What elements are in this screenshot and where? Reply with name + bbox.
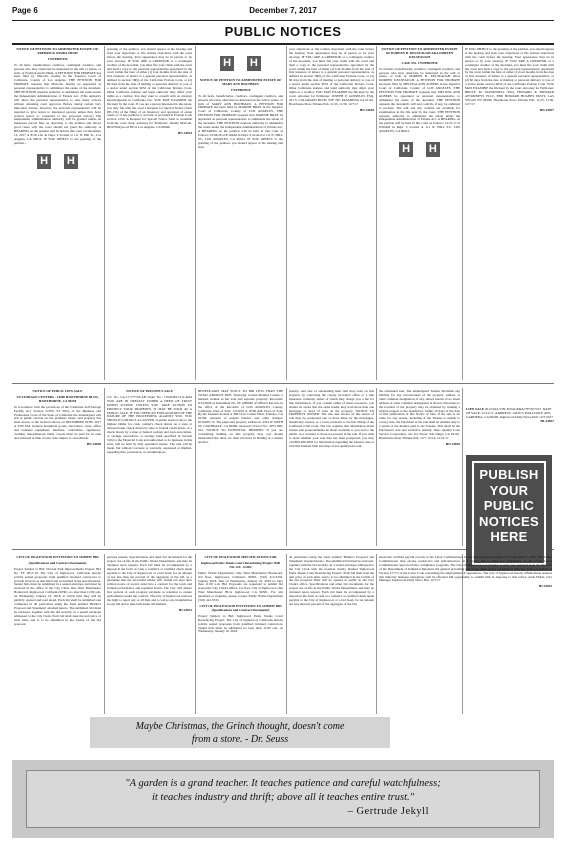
row-divider: [12, 383, 554, 384]
notice-title: NOTICE OF PETITION TO ADMINISTER ESTATE OF: FREDRICK ANDRA HUSH: [16, 48, 99, 55]
column-divider: [376, 46, 377, 380]
quote-line: it teaches industry and thrift; above all it teaches entire trust.": [151, 792, 415, 803]
quote-line: "A garden is a grand teacher. It teaches patience and careful watchfulness;: [125, 778, 441, 789]
notice-title: NOTICE OF PUBLIC LIEN SALE: [32, 390, 83, 393]
column-divider: [462, 388, 463, 546]
notice-id: HN-24823: [177, 131, 192, 136]
notice-id: HN-24828: [86, 441, 101, 446]
quote-frame: [26, 770, 540, 828]
notice-body: 2015 KIA VIN: KNAGM4A77F5557107. DATE OF SALE: 12/21/17. ADDRESS: 14330 S. HALLDALE AVE, GARDENA, CA 90249. Inglewood Daily News Pub: 12/7/2017: [466, 407, 553, 419]
notice-lien-sale: [14, 390, 101, 545]
column-divider: [462, 46, 463, 380]
case-number: 17STPB07419: [47, 56, 68, 61]
column-divider: [286, 46, 287, 380]
notice-body: To all heirs, beneficiaries, creditors, contingent creditors, and persons who may otherwise be interested in the will or estate, or both, of Fredrick Andra Hush. A PETITION FOR PROBATE has been filed by Malcom, Jeremy in the Superior Court of California, County of Los Angeles. THE PETITION FOR PROBATE requests that Malcom, Jeremy be appointed as personal representative to administer the estate of the decedent. THE PETITION requests authority to administer the estate under the Independent Administration of Estates Act. (This authority will allow the personal representative to take many actions without obtaining court approval. Before taking certain very important actions, however, the personal representative will be required to give notice to interested persons unless they have waived notice or consented to the proposed action.) The independent administration authority will be granted unless an interested person files an objection to the petition and shows good cause why the court should not grant the authority. A HEARING on the petition will be held in this court on December 13, 2017 at 8:30 a.m. in Dept. 9 located at 111 N. Hill St., Los Angeles, CA 90012. IF YOU OBJECT to the granting of the petition...: [14, 62, 101, 145]
publish-notices-ad[interactable]: [466, 455, 552, 571]
column-divider: [376, 388, 377, 546]
notice-body: granting of the petition, you should appear at the hearing and state your objections or file written objections with the court before the hearing. Your appearance may be in person or by your attorney. IF YOU ARE A CREDITOR or a contingent creditor of the decedent, you must file your claim with the court and mail a copy to the personal representative appointed by the court within the later of either (1) four months from the date of first issuance of letters to a general personal representative, as defined in section 58(b) of the California Probate Code, or (2) 60 days from the date of mailing or personal delivery to you of a notice under section 9052 of the California Probate Code. Other California statutes and legal authority may affect your rights as a creditor. You may want to consult with an attorney knowledgeable in California law. YOU MAY EXAMINE the file kept by the court. If you are a person interested in the estate, you may file with the court a Request for Special Notice (form DE-154) of the filing of an inventory and appraisal of estate assets or of any petition or account as provided in Probate Code section 1250. A Request for Special Notice form is available from the court clerk. Attorney for Petitioner: Jeremy Malcom, 8910 Hollywood Blvd, Los Angeles, CA 90046.: [107, 48, 192, 130]
notice-id: HN-24827: [539, 107, 554, 112]
issue-date: December 7, 2017: [249, 6, 317, 15]
notice-hush-part2: [107, 48, 192, 378]
notice-title: NOTICE OF TRUSTEE'S SALE: [126, 390, 173, 393]
notice-vincent-park-part1: [14, 556, 101, 712]
h-logo-icon: H: [37, 154, 51, 169]
column-divider: [286, 388, 287, 546]
jekyll-quote-banner: [12, 760, 554, 838]
notice-body: priority, and size of outstanding liens that may exist on this property by contacting the county recorder's office or a title insurance company, either of which may charge you a fee for this information. If you consult either of these resources, you should be aware that the same lender may hold more than one mortgage or deed of trust on the property. NOTICE TO PROPERTY OWNER: The sale date shown on this notice of sale may be postponed one or more times by the mortgagee, beneficiary, trustee, or a court, pursuant to Section 2924g of the California Civil Code. The law requires that information about trustee sale postponements be made available to you and to the public, as a courtesy to those not present at the sale. If you wish to learn whether your sale date has been postponed, you may call 800-280-2832 for information regarding the trustee's sale or visit this Internet Web site http://www.qualityloan.com.: [289, 390, 374, 448]
notice-hochman-part1: [198, 48, 283, 378]
notice-subtitle: CITY OF INGLEWOOD INVITATION TO SUBMIT BID (Specifications and Contract Documents): [199, 603, 282, 612]
column-divider: [104, 554, 105, 714]
notice-kelseaugh-part2: [465, 48, 554, 378]
notice-title: NOTICE OF PETITION TO ADMINISTER ESTATE OF DOREEN B. KELSEAUGH AKA DOREEN KELSEAUGH: [381, 48, 458, 59]
notice-id: HI-24831: [178, 607, 192, 612]
notice-id: HN-24829: [445, 441, 460, 446]
notice-body: the scheduled sale. The undersigned Trustee disclaims any liability for any incorrectness of the property address or other common designation, if any, shown herein. If no street address or other common designation is shown, directions to the location of the property may be obtained by sending a written request to the beneficiary within 10 days of the date of first publication of this Notice of Sale. If the sale is set aside for any reason, including if the Trustee is unable to convey title, the Purchaser at the sale shall be entitled only to a return of the monies paid to the Trustee. This shall be the Purchaser's sole and exclusive remedy. Date: Quality Loan Service Corporation, 411 Ivy Street, San Diego, CA 92101. Hawthorne Press Tribune Pub. 12/7, 12/14, 12/21/17: [379, 390, 460, 440]
notice-kelseaugh-part1: [379, 48, 460, 378]
notice-hush-part1: [14, 48, 101, 378]
h-icon-row: [198, 52, 283, 75]
column-divider: [286, 554, 287, 714]
seuss-quote-box: [90, 717, 390, 748]
notice-body: your objections or file written objections with the court before the hearing. Your appearance may be in person or by your attorney. IF YOU ARE A CREDITOR or a contingent creditor of the decedent, you must file your claim with the court and mail a copy to the personal representative appointed by the court within the later of either (1) four months from the date of first issuance of letters to a general personal representative, as defined in section 58(b) of the California Probate Code, or (2) 60 days from the date of mailing or personal delivery to you of a notice under section 9052 of the California Probate Code. Other California statutes and legal authority may affect your rights as a creditor. YOU MAY EXAMINE the file kept by the court. Attorney for Petitioner: JOSEPH P. GOSSELIN, ESQ. 201 S. COLORADO BLVD. STE 700, PASADENA CA 91101. Hawthorne Press Tribune Pub. 11/23, 11/30, 12/7/17: [289, 48, 374, 106]
notice-tennis-court-part2: [289, 556, 374, 712]
ad-line: NOTICES: [479, 513, 539, 529]
h-icon-row: [379, 138, 460, 161]
notice-trustee-sale-part1: [107, 390, 192, 545]
notice-body: Public Works Department, One West Manchester Boulevard, 3rd floor, Inglewood, California 90301. (310) 412-5333. January 2018. Due on Wednesday, January 10, 2018 no later than 11:00 a.m. Bid Proposals are requested to submit bid proposals: City Clerk's Office, 1st floor, City of Inglewood, One West Manchester Blvd, Inglewood, CA 90301. For any questions or inquiries, please contact Public Works Department (310) 412-5333.: [198, 570, 283, 603]
column-divider: [104, 46, 105, 380]
notice-body: IF YOU OBJECT to the granting of the petition, you should appear at the hearing and state your objections or file written objections with the court before the hearing. Your appearance may be in person or by your attorney. IF YOU ARE A CREDITOR or a contingent creditor of the decedent, you must file your claim with the court and mail a copy to the personal representative appointed by the court within the later of either (1) four months from the date of first issuance of letters to a general personal representative, or (2) 60 days from the date of mailing or personal delivery to you of a notice under section 9052 of the California Probate Code. YOU MAY EXAMINE the file kept by the court. Attorney for Petitioner: BRUCE M. McDONNELL ESQ, HOWARD & HOWARD ATTORNEYS PLLC, 3800 HOWARD HUGHES PKWY, LAS VEGAS NV 89169. Hawthorne Press Tribune Pub. 11/23, 11/30, 12/7/17: [465, 48, 554, 106]
column-divider: [195, 554, 196, 714]
notice-title: CITY OF INGLEWOOD INVITATION TO SUBMIT BID: [16, 556, 99, 559]
notice-id: HI-24832: [538, 584, 552, 589]
notice-trustee-sale-part4: [379, 390, 460, 545]
notice-body: persons present. Specifications and other bid documents for the project are on file in the Public Works Department, and may be obtained upon request. Each bid must be accompanied by a deposit in the form of cash, a cashier's or certified check made payable to the City of Inglewood, or a bid bond, for an amount of not less than ten percent of the aggregate of the bid, as a guarantee that the successful bidder will, within ten days after written notice of award, enter into a contract for the work and furnish performance and payment bonds. The City will deduct five percent of each progress payment as retention to ensure performance under the contract. The City of Inglewood reserves the right to reject any or all bids and to waive any irregularities in any bid and to take bids under advisement.: [107, 556, 192, 606]
h-logo-icon: H: [426, 142, 440, 157]
ad-line: PUBLIC: [483, 498, 535, 513]
notice-body: BENEFICIARY MAY ELECT TO BID LESS THAN THE TOTAL AMOUNT DUE. Trustor(s): Joanne Maddox Lassila, a married woman as her sole and separate property. Recorded: 6/12/2006 as Instrument No. 06 1289040 of Official Records in the office of the Recorder of LOS ANGELES County, California. Date of Sale: 1/3/2018 at 10:00 AM. Place of Sale: By the fountain located at 400 Civic Center Plaza, Pomona, CA 91766. Amount of unpaid balance and other charges: $519,867.15. The purported property address is: 4324 W 166TH ST, LAWNDALE, CA 90260. Assessor's Parcel No.: 4075-008-012. NOTICE TO POTENTIAL BIDDERS: If you are considering bidding on this property lien, you should understand that there are risks involved in bidding at a trustee auction.: [198, 390, 283, 444]
notice-body: To all heirs, beneficiaries, creditors, contingent creditors, and persons who may otherwise be interested in the will or estate, or both of DOREEN B. KELSEAUGH AKA DOREEN KELSEAUGH. A PETITION FOR PROBATE has been filed by MELISSA ANN ALBERS in the Superior Court of California, County of LOS ANGELES. THE PETITION FOR PROBATE requests that MELISSA ANN ALBERS be appointed as personal representative to administer the estate of the decedent. THE PETITION requests the decedent's will and codicils, if any, be admitted to probate. The will and any codicils are available for examination in the file kept by the court. THE PETITION requests authority to administer the estate under the Independent Administration of Estates Act. A HEARING on the petition will be held in this court as follows: 12/21/17 at 8:30AM in Dept. 5 located at 111 N. HILL ST., LOS ANGELES, CA 90012.: [379, 66, 460, 134]
ad-line: YOUR: [489, 482, 529, 498]
notice-subtitle: Inglewood Parks Tennis Court Resurfacing Project. BID NO. GE - 01402: [200, 560, 281, 569]
notice-hochman-part2: [289, 48, 374, 378]
notice-subtitle: (Specifications and Contract Documents): [28, 560, 87, 565]
notice-kia-lien-sale: [466, 407, 554, 423]
column-divider: [195, 46, 196, 380]
notice-title: LIEN SALE: [466, 407, 484, 411]
page-header: [12, 6, 554, 18]
column-divider: [195, 388, 196, 546]
h-logo-icon: H: [220, 56, 234, 71]
quote-line: Maybe Christmas, the Grinch thought, doesn't come: [135, 721, 345, 732]
notice-title: CITY OF INGLEWOOD SPECIFICATIONS FOR: [204, 556, 277, 559]
notice-id: HN-24818: [359, 107, 374, 112]
notice-trustee-sale-part3: [289, 390, 374, 545]
notice-body: T.S. No. CA-17-777718-AB Order No.: 170424813-CA-MAI YOU ARE IN DEFAULT UNDER A DEED OF TRUST DATED 6/2/2006. UNLESS YOU TAKE ACTION TO PROTECT YOUR PROPERTY, IT MAY BE SOLD AT A PUBLIC SALE. IF YOU NEED AN EXPLANATION OF THE NATURE OF THE PROCEEDING AGAINST YOU, YOU SHOULD CONTACT A LAWYER. A public auction sale to the highest bidder for cash, cashier's check drawn on a state or national bank, check drawn by state or federal credit union, or a check drawn by a state or federal savings and loan association, or savings association, or savings bank specified in Section 5102 to the Financial Code and authorized to do business in this state, will be held by duly appointed trustee. The sale will be made, but without covenant or warranty, expressed or implied, regarding title, possession, or encumbrances.: [107, 394, 192, 454]
ad-line: PUBLISH: [479, 467, 539, 482]
ad-line: HERE: [490, 529, 528, 544]
case-number: CASE NO. 17STPB07830: [401, 60, 438, 65]
notice-tennis-court-part1: [198, 556, 283, 712]
ad-frame: [472, 461, 546, 565]
notice-title: NOTICE OF PETITION TO ADMINISTER ESTATE OF MARY ANN HOCHMAN: [199, 78, 282, 86]
notice-body: In accordance with the provisions of the California Self-Storage Facility Act, Section 21700, ET SEQ. of the Business and Professions Code of the State of California the undersigned will sell at public auction on the premises where said property has been stored, at the location shown on DECEMBER 19TH, 2017 at 3:00 P.M. General household goods, electronics, tools, office and business equipment, furniture, collectibles, appliances, clothing, miscellaneous items. Goods must be paid for in cash and removed at time of sale. Sale subject to cancellation.: [14, 404, 101, 440]
page-number: Page 6: [12, 6, 38, 15]
column-divider: [104, 388, 105, 546]
notice-tennis-court-part3: [379, 556, 552, 712]
h-logo-icon: H: [64, 154, 78, 169]
notice-body: electronic certified payroll records to the Labor Commissioner for all new projects awarded on or after April 1, 2015. The Labor Commissioner may excuse contractors and subcontractors on a project that is under the jurisdiction of one of the Labor Commissioner approved labor compliance programs. The City of Inglewood, Los Angeles County, has obtained from the Director of the Department of Industrial Relations the general prevailing rate of per diem wages. Attention is directed to the provisions of Section 1777.5 of the Labor Code concerning the employment of apprentices. The City of Inglewood hereby affirmatively ensures that minority business enterprises will be afforded full opportunity to submit bids in response to this notice. Artie Fields, City Manager. Inglewood Daily News Pub. 12/7/17: [379, 556, 552, 583]
notice-subtitle: US STORAGE CENTERS - 14900 HAWTHORNE BLVD, HAWTHORNE, CA 90250: [16, 394, 99, 403]
notice-vincent-park-part2: [107, 556, 192, 712]
quote-author: – Gertrude Jekyll: [347, 806, 429, 817]
h-logo-icon: H: [247, 56, 261, 71]
h-icon-row: [14, 150, 101, 173]
notice-id: HI-24837: [540, 419, 554, 423]
case-number: 17STPB07810: [230, 87, 251, 92]
h-logo-icon: H: [399, 142, 413, 157]
section-title: PUBLIC NOTICES: [12, 20, 554, 45]
column-divider: [376, 554, 377, 714]
notice-body: Project Subject to Bid: Vincent Park Improvements Project. Bid No. FY 2017-18. The City of Inglewood, California hereby solicits sealed proposals from qualified licensed contractors to provide services as described and as detailed in the specifications. Sealed bids must be submitted in a sealed envelope and must be received in the office of the City Clerk, One West Manchester Boulevard, Inglewood, California 90301, no later than 11:00 a.m. on Wednesday, January 10, 2018, at which time they will be publicly opened and read aloud. Each bid shall be submitted and completed in all particulars using the form entitled 'Bidder's Proposal and Statement' attached hereto. The submitted bid must be enclosed, together with the bid security, in a sealed envelope addressed to the City Clerk. Each bid shall state the unit price of each item, and is to be submitted in the format of the bid proposal.: [14, 566, 101, 626]
notice-body: all particulars using the form entitled 'Bidder's Proposal and Statement' attached hereto. The submitted bid must be enclosed, together with the bid security, in a sealed envelope addressed to the City Clerk with the notation clearly marked 'Inglewood Parks Tennis Court Resurfacing Project'. Each bid shall state the unit price of each item, and is to be submitted in the format of the bid proposal. Bids will be opened in public in the City Clerk's office. Specifications and other bid documents for the project are on file in the Public Works Department, and may be obtained upon request. Each bid must be accompanied by a deposit in the form of cash or a cashier's or certified check made payable to the City of Inglewood, or a bid bond, for an amount not less than ten percent of the aggregate of the bid.: [289, 556, 374, 606]
notice-trustee-sale-part2: [198, 390, 283, 545]
quote-line: from a store. - Dr. Seuss: [191, 734, 289, 745]
notice-body: To all heirs, beneficiaries, creditors, contingent creditors, and persons who may otherwise be interested in the will or estate, or both of MARY ANN HOCHMAN. A PETITION FOR PROBATE has been filed by MARNIE BRAY in the Superior Court of California, County of LOS ANGELES. THE PETITION FOR PROBATE requests that MARNIE BRAY be appointed as personal representative to administer the estate of the decedent. THE PETITION requests authority to administer the estate under the Independent Administration of Estates Act. A HEARING on the petition will be held in this court as follows: 01/04/18 at 8:30AM in Dept. 9 located at 111 N. HILL ST., LOS ANGELES, CA 90012. IF YOU OBJECT to the granting of the petition, you should appear at the hearing and state: [198, 93, 283, 149]
notice-body: Project Subject to Bid: Inglewood Parks Tennis Court Resurfacing Project. The City of Inglewood, California hereby solicits sealed proposals from qualified licensed contractors. Sealed bids must be submitted no later than 11:00 a.m. on Wednesday, January 10, 2018.: [198, 613, 283, 634]
